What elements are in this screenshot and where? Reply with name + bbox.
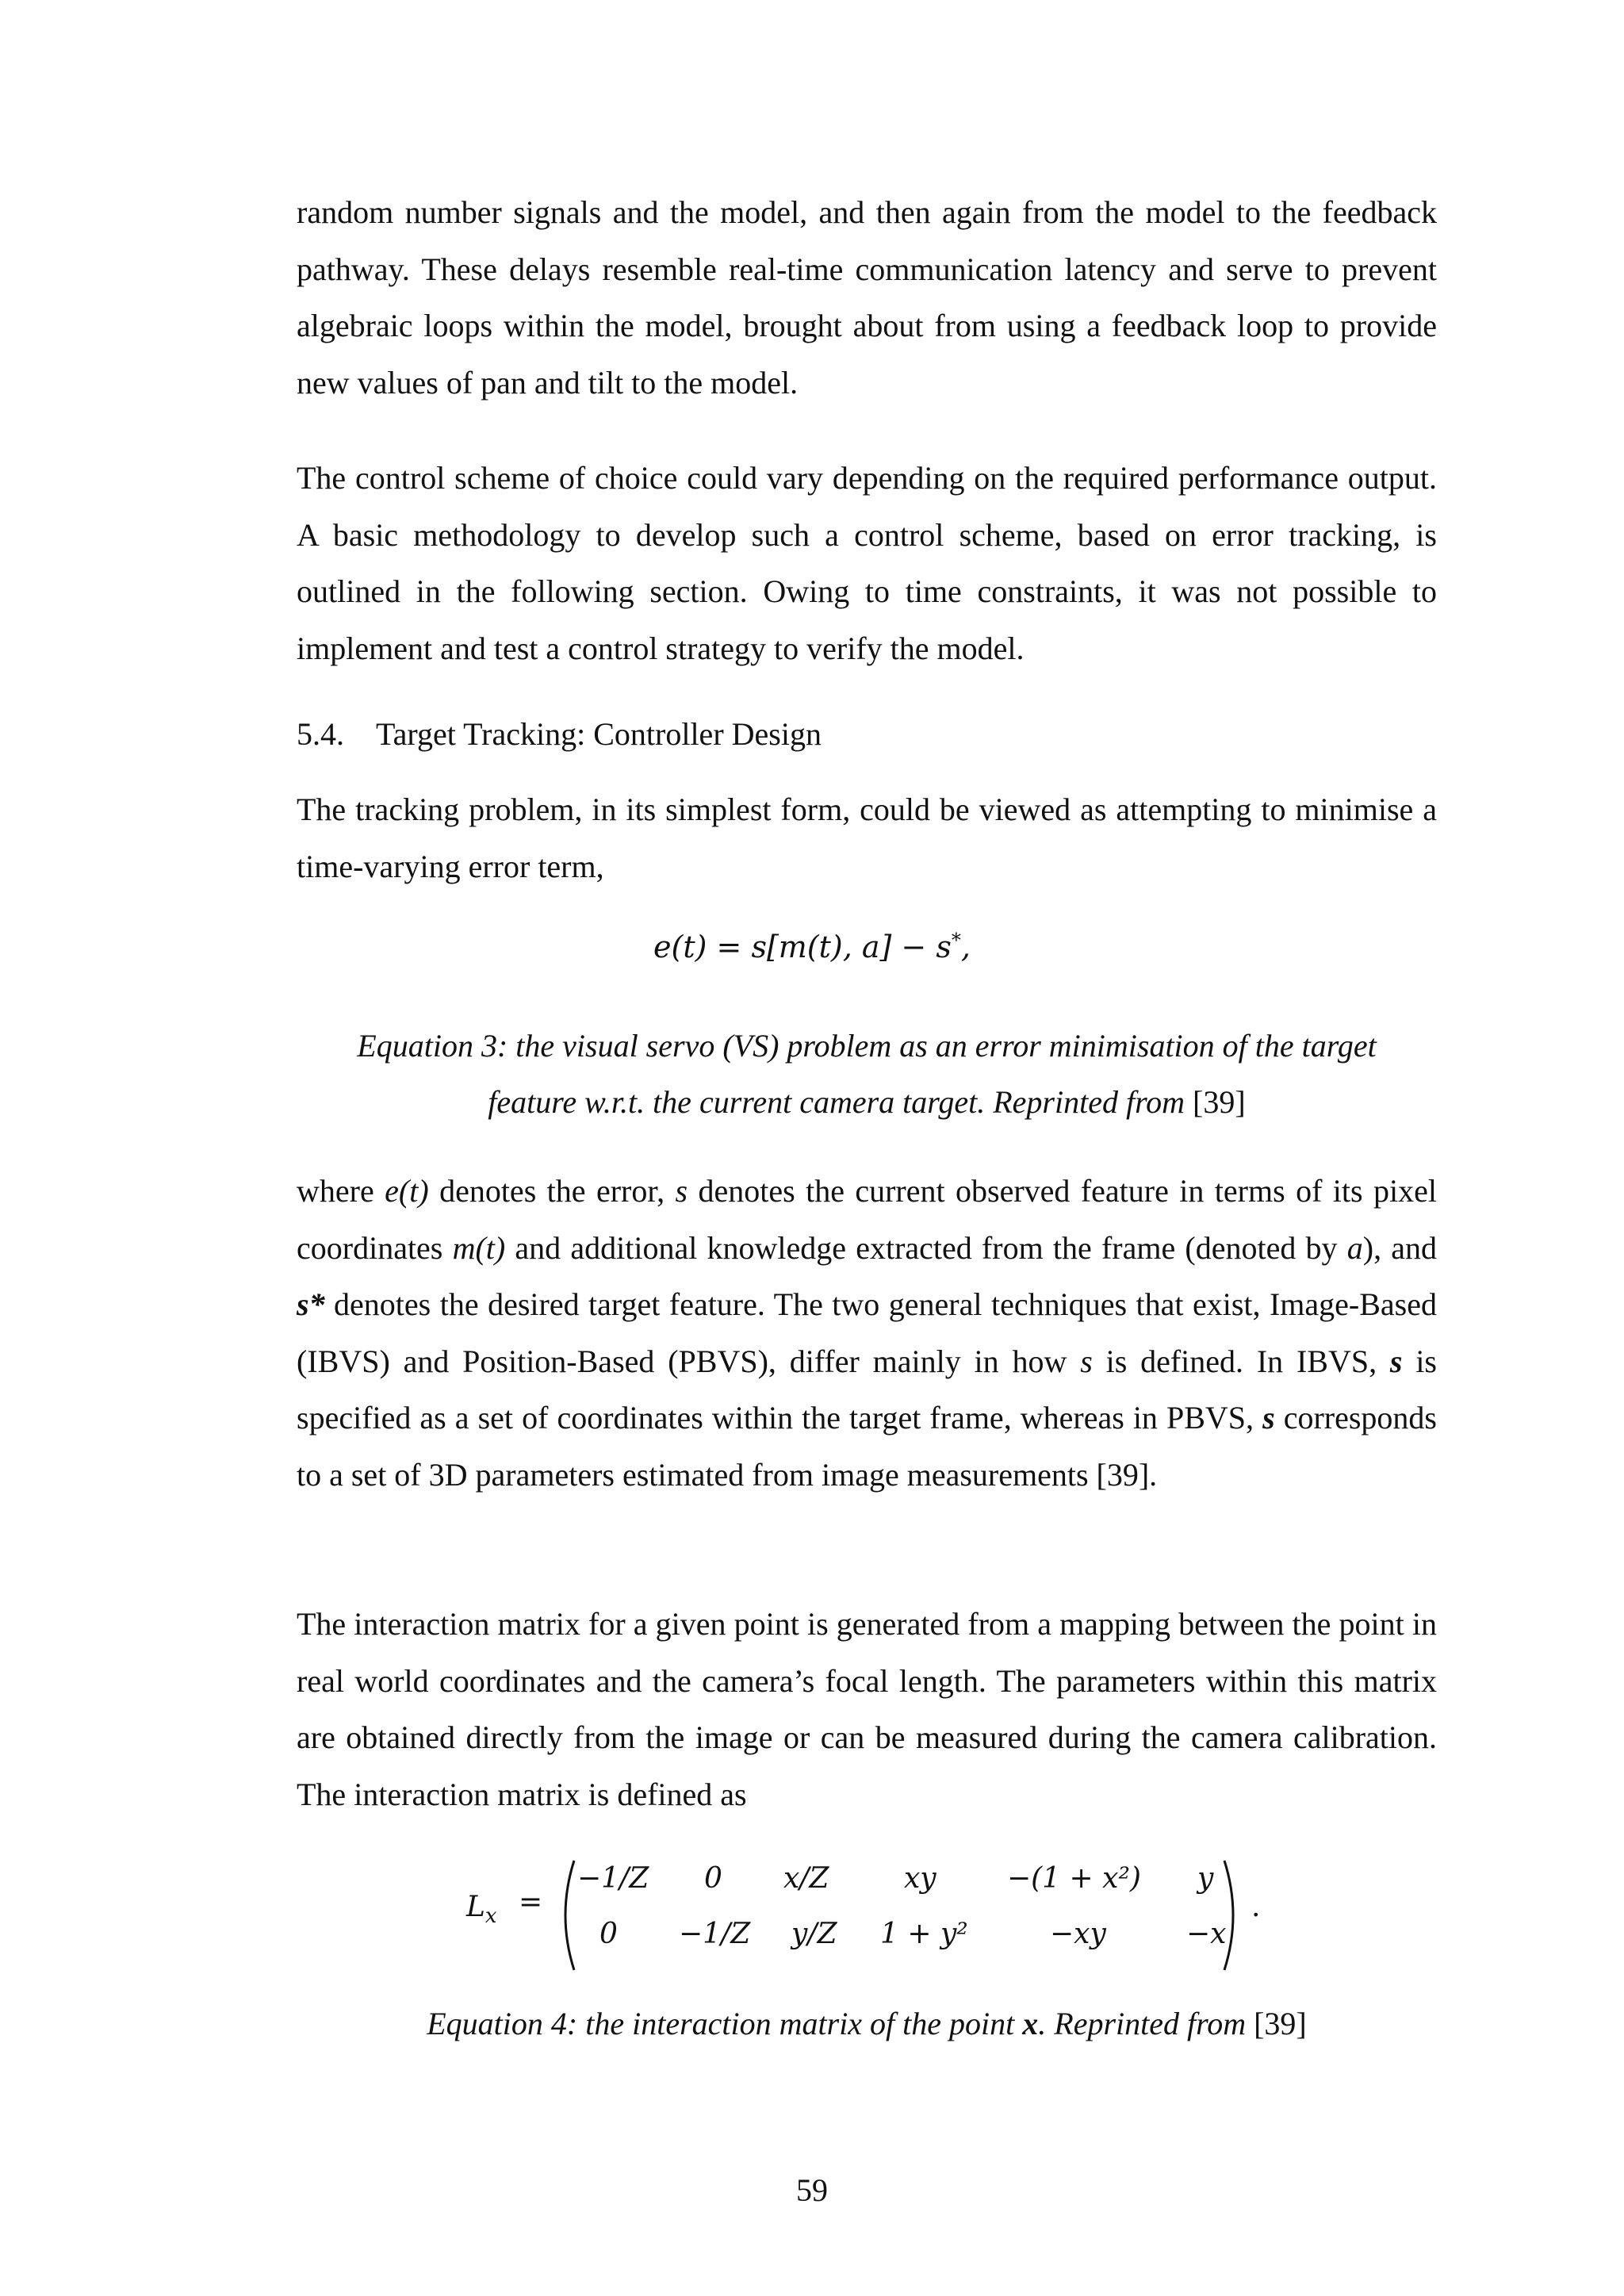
caption-text: Equation 4: the interaction matrix of the point xyxy=(427,2006,1023,2041)
term-s: s xyxy=(1080,1343,1093,1379)
term-m-t: m(t) xyxy=(452,1229,506,1266)
term-e-t: e(t) xyxy=(385,1173,429,1209)
matrix-lhs-subscript: x xyxy=(485,1904,497,1929)
paragraph-error-definition xyxy=(297,1163,1437,1503)
equation-3-expression: e(t) = s[m(t), a] − s xyxy=(653,930,952,964)
paragraph-text: The interaction matrix for a given point is generated from a mapping between the point in real world coordinates and the camera’s focal length. The parameters within this matrix are obtained directly from the image or can be measured during the camera calibration. The interaction matrix is defined as xyxy=(297,1606,1437,1812)
caption-point-x: x xyxy=(1022,2006,1039,2041)
paragraph-interaction-matrix xyxy=(297,1596,1437,1823)
matrix-cell: xy xyxy=(904,1862,936,1895)
matrix-cell: 1 + y² xyxy=(880,1918,968,1950)
matrix-cell: x/Z xyxy=(783,1862,829,1895)
term-s-bold: s xyxy=(1262,1400,1275,1435)
caption-line-2: feature w.r.t. the current camera target. Reprinted from xyxy=(488,1084,1185,1120)
text-run: where xyxy=(297,1173,385,1209)
term-a: a xyxy=(1346,1229,1363,1266)
left-paren xyxy=(553,1856,579,1975)
equation-3 xyxy=(0,930,1624,964)
text-run: and additional knowledge extracted from the frame (denoted by xyxy=(505,1229,1347,1266)
section-title: Target Tracking: Controller Design xyxy=(376,716,822,752)
caption-reference: [39] xyxy=(1185,1084,1246,1120)
paragraph-text: The tracking problem, in its simplest form, could be viewed as attempting to minimise a time-varying error term, xyxy=(297,792,1437,884)
equation-4-caption xyxy=(297,1995,1437,2052)
paragraph-tracking-problem xyxy=(297,781,1437,895)
text-run: corresponds to a set of 3D parameters estimated from image measurements [39]. xyxy=(297,1400,1437,1493)
matrix-cell: y xyxy=(1197,1862,1214,1895)
matrix-cell: −1/Z xyxy=(577,1862,649,1895)
text-run: denotes the desired target feature. The two general techniques that exist, Image-Based (IBVS) and Position-Based (PBVS), differ mainly in how xyxy=(297,1286,1437,1379)
paragraph-text: The control scheme of choice could vary depending on the required performance output. A basic methodology to develop such a control scheme, based on error tracking, is outlined in the following section. Owing to time constraints, it was not possible to implement and test a control strategy to verify the model. xyxy=(297,460,1437,666)
equation-3-superscript: * xyxy=(951,929,961,952)
term-s-star: s* xyxy=(297,1286,325,1322)
caption-reference: [39] xyxy=(1246,2006,1307,2041)
matrix-cell: −x xyxy=(1186,1918,1227,1950)
matrix-cell: −(1 + x²) xyxy=(1007,1862,1141,1895)
equation-4 xyxy=(466,1856,1275,1975)
section-heading xyxy=(297,711,822,758)
paragraph-delays xyxy=(297,184,1437,411)
term-s: s xyxy=(675,1173,688,1209)
text-run: denotes the error, xyxy=(428,1173,676,1209)
matrix-period: . xyxy=(1251,1891,1261,1923)
matrix-cell: 0 xyxy=(704,1862,722,1895)
matrix-cell: −xy xyxy=(1050,1918,1106,1950)
matrix-cell: −1/Z xyxy=(679,1918,751,1950)
text-run: denotes the current observed feature in terms of its pixel coordinates xyxy=(297,1173,1437,1266)
caption-line-1: Equation 3: the visual servo (VS) problem as an error minimisation of the target xyxy=(357,1028,1377,1064)
right-paren xyxy=(1220,1856,1245,1975)
paragraph-control-scheme xyxy=(297,450,1437,677)
caption-text: . Reprinted from xyxy=(1038,2006,1247,2041)
matrix-lhs xyxy=(466,1891,497,1929)
text-run: ), and xyxy=(1362,1229,1438,1266)
paragraph-text xyxy=(297,1163,1437,1503)
matrix-cell: y/Z xyxy=(791,1918,837,1950)
equation-3-comma: , xyxy=(960,930,971,964)
paragraph-text: random number signals and the model, and then again from the model to the feedback pathway. These delays resemble real-time communication latency and serve to prevent algebraic loops within the model, brought about from using a feedback loop to provide new values of pan and tilt to the model. xyxy=(297,194,1437,401)
matrix-cell: 0 xyxy=(599,1918,618,1950)
matrix-lhs-symbol: L xyxy=(466,1891,485,1923)
text-run: is specified as a set of coordinates within the target frame, whereas in PBVS, xyxy=(297,1343,1437,1435)
page-number: 59 xyxy=(796,2172,828,2208)
equation-3-caption xyxy=(297,1018,1437,1130)
equals-sign: = xyxy=(519,1886,543,1918)
term-s-bold: s xyxy=(1389,1343,1403,1379)
section-number: 5.4. xyxy=(297,716,344,752)
text-run: is defined. In IBVS, xyxy=(1092,1343,1390,1379)
